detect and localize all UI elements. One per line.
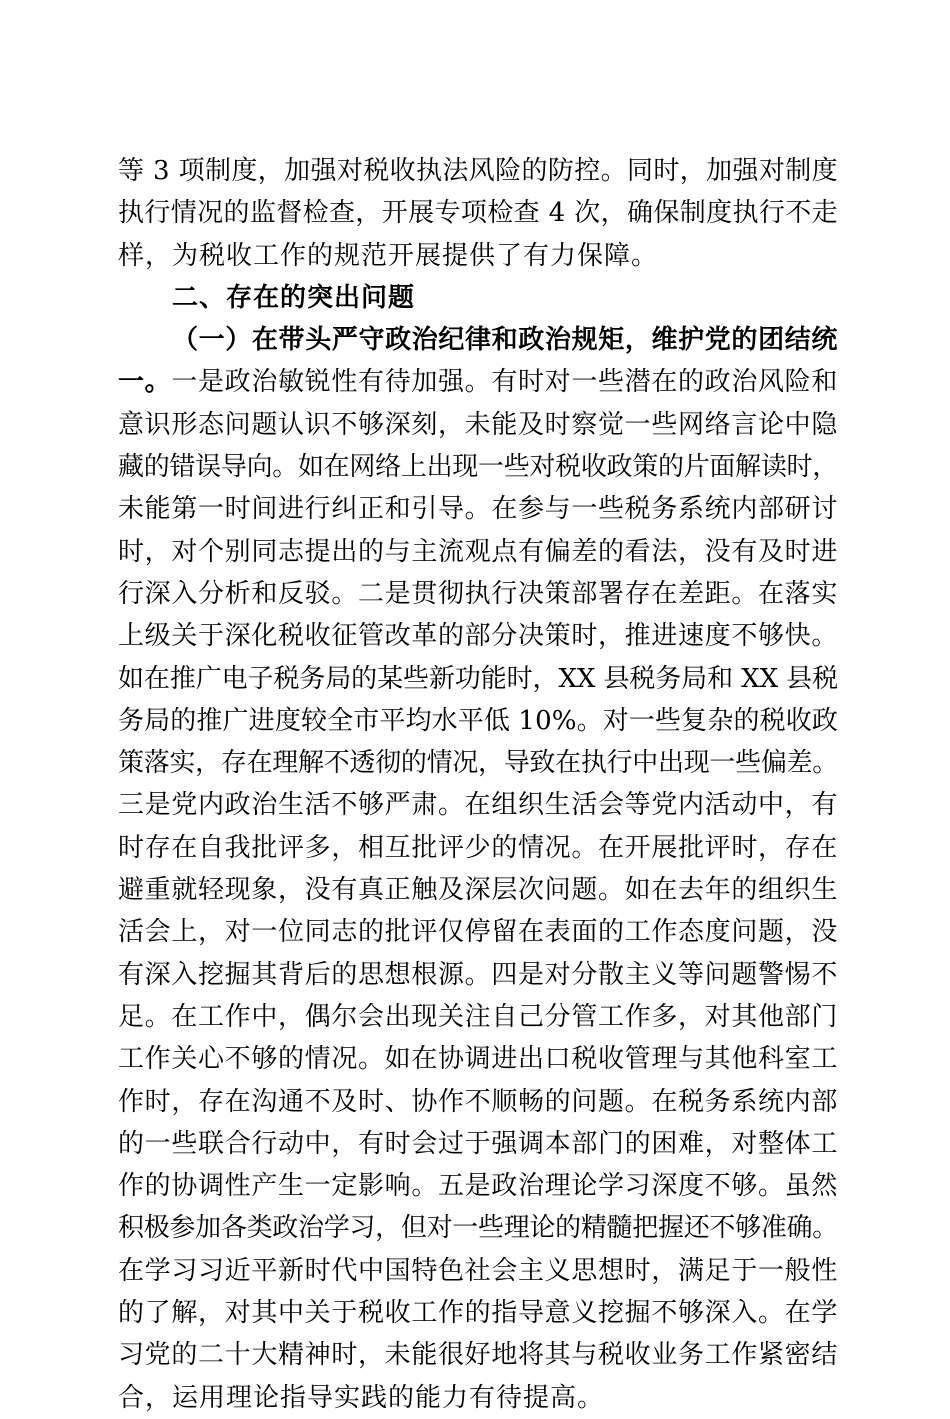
paragraph-line — [118, 361, 838, 403]
paragraph-line: 未能第一时间进行纠正和引导。在参与一些税务系统内部研讨 — [118, 494, 838, 525]
paragraph-line: 作的协调性产生一定影响。五是政治理论学习深度不够。虽然 — [118, 1171, 838, 1202]
section-heading: 二、存在的突出问题 — [172, 282, 416, 313]
paragraph-line: 藏的错误导向。如在网络上出现一些对税收政策的片面解读时， — [118, 452, 838, 483]
paragraph-line: 上级关于深化税收征管改革的部分决策时，推进速度不够快。 — [118, 621, 838, 652]
paragraph-line: 活会上，对一位同志的批评仅停留在表面的工作态度问题，没 — [118, 917, 838, 948]
paragraph-line: 行深入分析和反驳。二是贯彻执行决策部署存在差距。在落实 — [118, 578, 838, 609]
paragraph-line: 的了解，对其中关于税收工作的指导意义挖掘不够深入。在学 — [118, 1298, 838, 1329]
paragraph-line: 积极参加各类政治学习，但对一些理论的精髓把握还不够准确。 — [118, 1213, 838, 1244]
paragraph-line: 足。在工作中，偶尔会出现关注自己分管工作多，对其他部门 — [118, 1001, 838, 1032]
subsection-heading: （一）在带头严守政治纪律和政治规矩，维护党的团结统 — [172, 325, 838, 356]
paragraph-line: 策落实，存在理解不透彻的情况，导致在执行中出现一些偏差。 — [118, 748, 838, 779]
paragraph-line: 时存在自我批评多，相互批评少的情况。在开展批评时，存在 — [118, 832, 838, 863]
paragraph-text: 一是政治敏锐性有待加强。有时对一些潜在的政治风险和 — [171, 367, 838, 398]
subsection-heading-end: 一。 — [118, 367, 172, 398]
paragraph-line: 的一些联合行动中，有时会过于强调本部门的困难，对整体工 — [118, 1128, 838, 1159]
paragraph-line: 作时，存在沟通不及时、协作不顺畅的问题。在税务系统内部 — [118, 1086, 838, 1117]
paragraph-line: 在学习习近平新时代中国特色社会主义思想时，满足于一般性 — [118, 1255, 838, 1286]
paragraph-line: 时，对个别同志提出的与主流观点有偏差的看法，没有及时进 — [118, 536, 838, 567]
paragraph-line: 避重就轻现象，没有真正触及深层次问题。如在去年的组织生 — [118, 875, 838, 906]
paragraph-line: 执行情况的监督检查，开展专项检查 4 次，确保制度执行不走 — [118, 198, 838, 229]
document-body — [118, 150, 838, 1419]
paragraph-line: 工作关心不够的情况。如在协调进出口税收管理与其他科室工 — [118, 1044, 838, 1075]
paragraph-line: 三是党内政治生活不够严肃。在组织生活会等党内活动中，有 — [118, 790, 838, 821]
paragraph-line: 务局的推广进度较全市平均水平低 10%。对一些复杂的税收政 — [118, 705, 838, 736]
paragraph-line: 习党的二十大精神时，未能很好地将其与税收业务工作紧密结 — [118, 1340, 838, 1371]
paragraph-line: 样，为税收工作的规范开展提供了有力保障。 — [118, 240, 659, 271]
paragraph-line: 有深入挖掘其背后的思想根源。四是对分散主义等问题警惕不 — [118, 959, 838, 990]
paragraph-line: 意识形态问题认识不够深刻，未能及时察觉一些网络言论中隐 — [118, 409, 838, 440]
paragraph-line: 等 3 项制度，加强对税收执法风险的防控。同时，加强对制度 — [118, 156, 838, 186]
paragraph-line: 如在推广电子税务局的某些新功能时，XX 县税务局和 XX 县税 — [118, 663, 838, 694]
paragraph-line: 合，运用理论指导实践的能力有待提高。 — [118, 1382, 605, 1413]
